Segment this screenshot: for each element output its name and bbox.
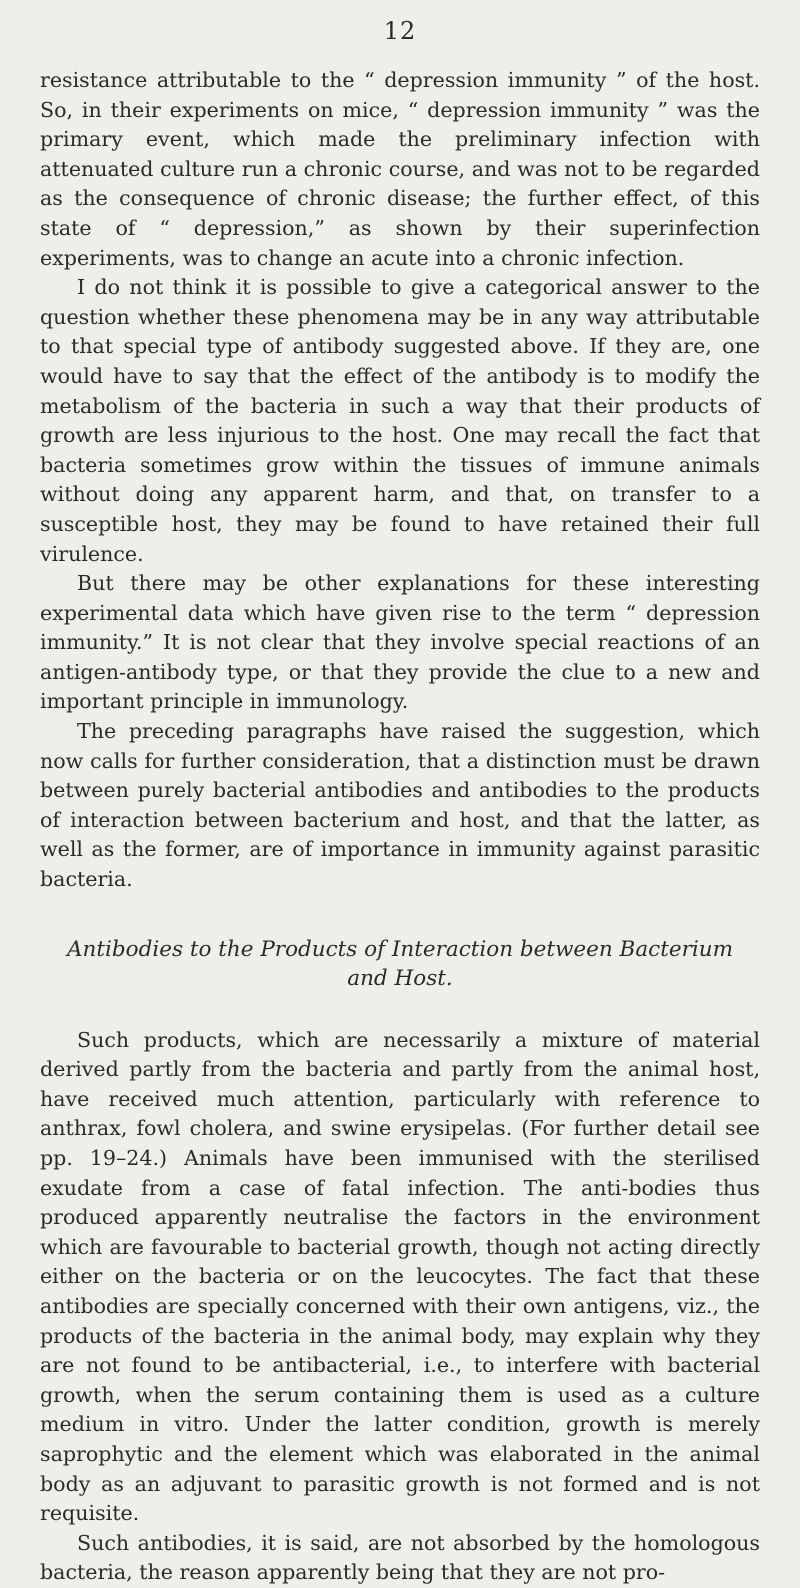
paragraph: Such antibodies, it is said, are not absorbed by the homologous bacteria, the reason apparently being that they are not pro- <box>40 1530 760 1585</box>
paragraph: The preceding paragraphs have raised the suggestion, which now calls for further consideration, that a distinction must be drawn between purely bacterial antibodies and antibodies to the products of interaction between bacterium and host, and that the latter, as well as the former, are of importance in immunity against parasitic bacteria. <box>40 719 760 892</box>
section-heading-line-2: and Host. <box>347 965 453 991</box>
paragraph: But there may be other explanations for these interesting experimental data which have given rise to the term “ depression immunity.” It is not clear that they involve special reactions of an antigen-antibody type, or that they provide the clue to a new and important principle in immunology. <box>40 571 760 714</box>
section-heading-line-1: Antibodies to the Products of Interaction between Bacterium <box>67 936 733 962</box>
page-number: 12 <box>383 17 417 45</box>
paragraph: I do not think it is possible to give a categorical answer to the question whether these phenomena may be in any way attributable to that special type of antibody suggested above. If they are, one would have to say that the effect of the antibody is to modify the metabolism of the bacteria in such a way that their products of growth are less injurious to the host. One may recall the fact that bacteria sometimes grow within the tissues of immune animals without doing any apparent harm, and that, on transfer to a susceptible host, they may be found to have retained their full virulence. <box>40 275 760 566</box>
paragraph-continued: resistance attributable to the “ depression immunity ” of the host. So, in their experiments on mice, “ depression immunity ” was the primary event, which made the preliminary infection with attenuated culture run a chronic course, and was not to be regarded as the consequence of chronic disease; the further effect, of this state of “ depression,” as shown by their superinfection experiments, was to change an acute into a chronic infection. <box>40 68 760 270</box>
section-heading <box>40 935 760 993</box>
paragraph: Such products, which are necessarily a mixture of material derived partly from the bacteria and partly from the animal host, have received much attention, particularly with reference to anthrax, fowl cholera, and swine erysipelas. (For further detail see pp. 19–24.) Animals have been immunised with the sterilised exudate from a case of fatal infection. The anti-bodies thus produced apparently neutralise the factors in the environment which are favourable to bacterial growth, though not acting directly either on the bacteria or on the leucocytes. The fact that these antibodies are specially concerned with their own antigens, viz., the products of the bacteria in the animal body, may explain why they are not found to be antibacterial, i.e., to interfere with bacterial growth, when the serum containing them is used as a culture medium in vitro. Under the latter condition, growth is merely saprophytic and the element which was elaborated in the animal body as an adjuvant to parasitic growth is not formed and is not requisite. <box>40 1027 760 1526</box>
